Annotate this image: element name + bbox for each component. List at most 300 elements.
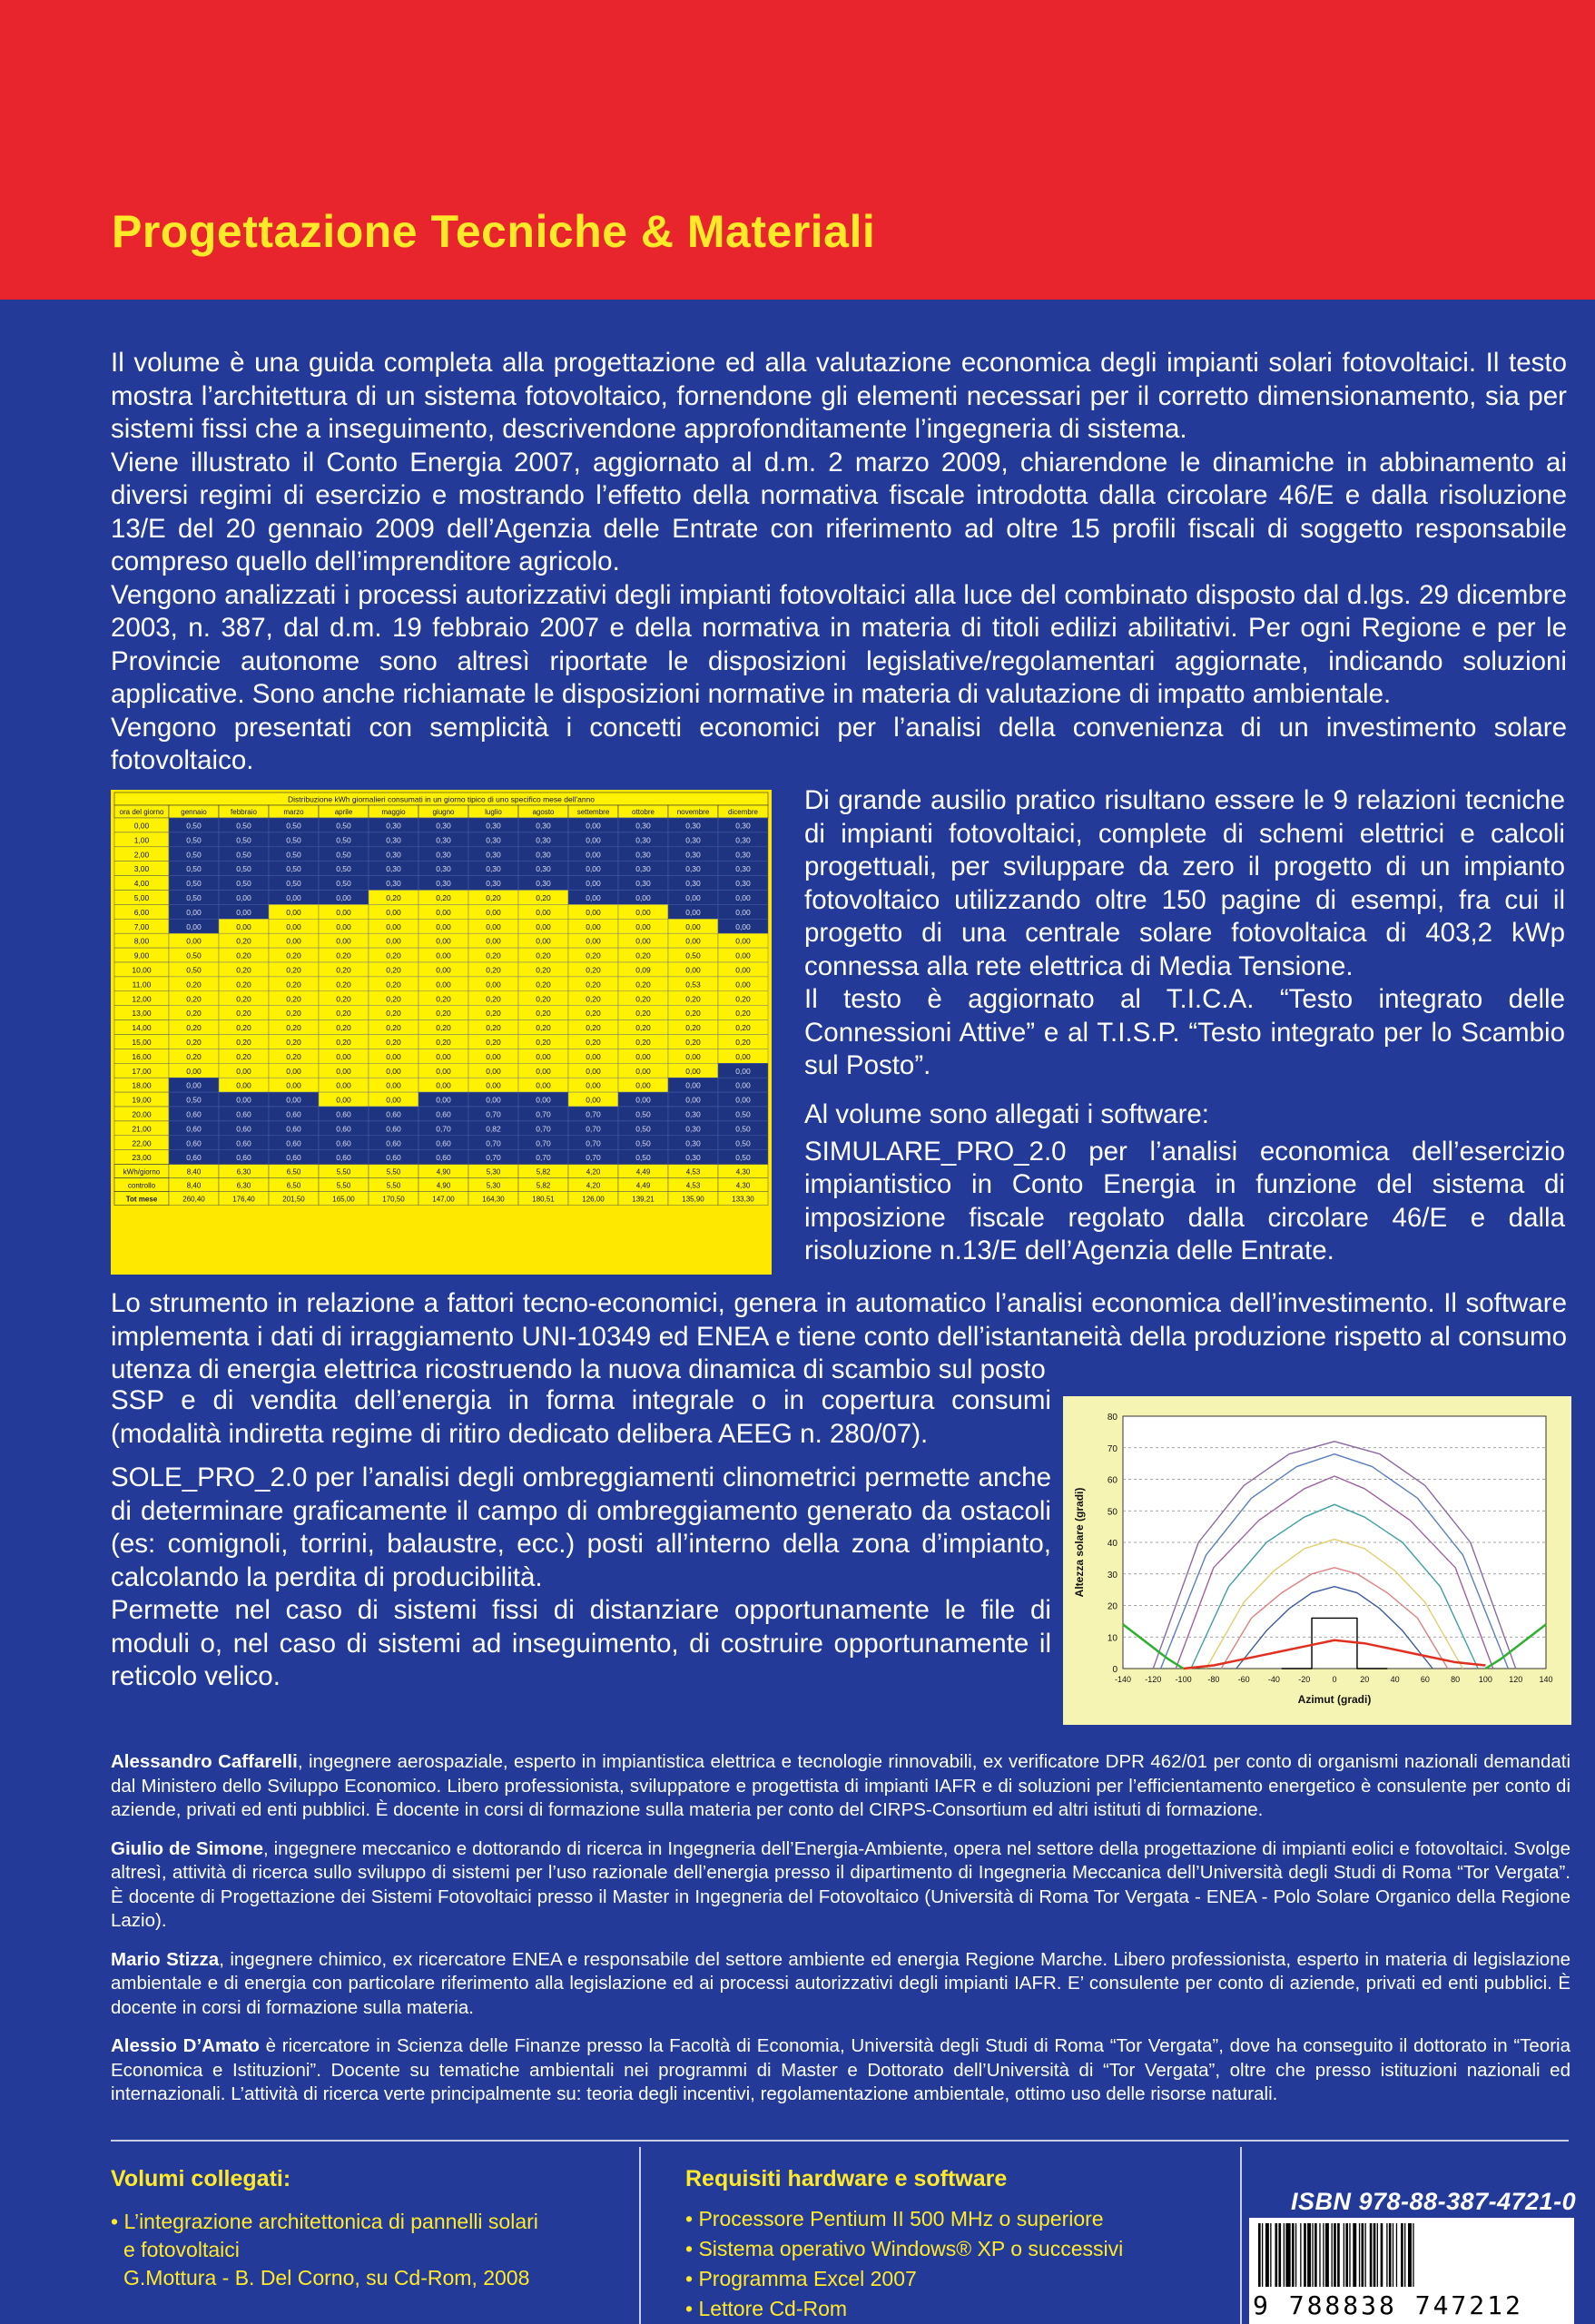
table-footer-value: 6,30: [236, 1181, 251, 1190]
table-cell-value: 0,20: [386, 1009, 401, 1019]
chart-y-tick-label: 80: [1107, 1413, 1117, 1423]
table-cell-value: 0,20: [735, 994, 751, 1004]
intro-paragraph: Viene illustrato il Conto Energia 2007, aggiornato al d.m. 2 marzo 2009, chiarendone le dinamiche in abbinamento ai diversi regimi di esercizio e mostrando l’effetto della normativa fiscale introdotta dalla circolare 46/E e dalla risoluzione 13/E del 20 gennaio 2009 dell’Agenzia delle Entrate con riferimento ad oltre 15 profili fiscali di soggetto responsabile compreso quello dell’imprenditore agricolo.: [111, 447, 1567, 576]
chart-y-tick-label: 10: [1107, 1633, 1117, 1644]
series-title: Progettazione Tecniche & Materiali: [112, 206, 876, 257]
table-cell-value: 0,20: [386, 893, 401, 902]
requirement-item: • Programma Excel 2007: [685, 2267, 917, 2290]
table-cell-value: 0,20: [685, 1038, 701, 1047]
table-footer-value: 5,30: [486, 1167, 501, 1177]
intro-paragraph: Il volume è una guida completa alla progettazione ed alla valutazione economica degli impianti solari fotovoltaici. Il testo mostra l’architettura di un sistema fotovoltaico, fornendone gli elementi necessari per il corretto dimensionamento, sia per sistemi fissi che a inseguimento, descrivendone approfonditamente l’ingegneria di sistema.: [111, 348, 1567, 444]
right-text-2: [804, 1098, 1565, 1268]
table-cell-value: 0,00: [735, 965, 751, 975]
table-cell-value: 0,70: [486, 1109, 501, 1119]
table-footer-value: 4,53: [685, 1167, 701, 1177]
table-footer-value: 4,30: [735, 1181, 751, 1190]
table-month-label: ottobre: [632, 808, 655, 816]
table-cell-value: 0,00: [735, 907, 751, 917]
table-hour-label: 2,00: [133, 850, 150, 860]
table-cell-value: 0,50: [635, 1109, 651, 1119]
table-cell-value: 0,00: [735, 1095, 751, 1105]
table-cell-value: 0,30: [685, 835, 701, 845]
table-cell-value: 0,50: [336, 821, 351, 831]
author-bio: [111, 1750, 1570, 1823]
barcode-bar: [1364, 2223, 1365, 2287]
table-cell-value: 0,00: [635, 1095, 651, 1105]
barcode-bar: [1408, 2223, 1412, 2287]
barcode-bar: [1359, 2223, 1360, 2287]
table-footer-value: 4,20: [586, 1181, 601, 1190]
isbn-label: ISBN 978-88-387-4721-0: [1291, 2188, 1577, 2215]
table-cell-value: 0,30: [436, 864, 451, 874]
table-cell-value: 0,30: [735, 850, 751, 860]
table-cell-value: 0,20: [286, 950, 301, 960]
table-cell-value: 0,00: [436, 950, 451, 960]
table-cell-value: 0,00: [236, 907, 251, 917]
table-title: Distribuzione kWh giornalieri consumati in un giorno tipico di uno specifico mese dell'anno: [287, 794, 596, 804]
bottom-divider: [111, 2140, 1569, 2142]
table-cell-value: 0,60: [286, 1124, 301, 1134]
table-cell-value: 0,00: [236, 1080, 251, 1090]
table-cell-value: 0,00: [486, 907, 501, 917]
column-divider: [639, 2147, 641, 2324]
table-footer-value: 6,30: [236, 1167, 251, 1177]
requirement-item: • Processore Pentium II 500 MHz o superiore: [685, 2207, 1104, 2230]
author-description: , ingegnere aerospaziale, esperto in impiantistica elettrica e tecnologie rinnovabili, ex verificatore DPR 462/01 per conto di organismi nazionali demandati dal Ministero dello Sviluppo Economico. Libero professionista, sviluppatore e progettista di impianti IAFR e di soluzioni per l’efficientamento energetico è consulente per conto di aziende, privati ed enti pubblici. È docente in corsi di formazione sulla materia per conto del CIRPS-Consortium ed altri istituti di formazione.: [111, 1751, 1570, 1820]
table-cell-value: 0,00: [586, 1095, 601, 1105]
table-cell-value: 0,00: [486, 1095, 501, 1105]
barcode-bar: [1300, 2223, 1301, 2287]
related-volume-line: • L’integrazione architettonica di pannelli solari: [111, 2210, 538, 2233]
table-cell-value: 0,00: [685, 1095, 701, 1105]
barcode-bar: [1362, 2223, 1364, 2287]
table-cell-value: 0,00: [486, 921, 501, 931]
table-cell-value: 0,50: [735, 1109, 751, 1119]
barcode-bar: [1349, 2223, 1350, 2287]
table-cell-value: 0,00: [685, 1051, 701, 1061]
chart-x-tick-label: 80: [1451, 1675, 1461, 1684]
table-hour-label: 17,00: [132, 1066, 152, 1076]
table-cell-value: 0,00: [286, 1080, 301, 1090]
table-cell-value: 0,30: [486, 879, 501, 889]
table-footer-value: 165,00: [332, 1195, 355, 1204]
table-footer-value: 147,00: [432, 1195, 455, 1204]
chart-x-tick-label: 60: [1420, 1675, 1430, 1684]
table-cell-value: 0,60: [336, 1109, 351, 1119]
table-cell-value: 0,00: [586, 850, 601, 860]
table-footer-value: 5,50: [336, 1167, 351, 1177]
table-cell-value: 0,60: [186, 1124, 202, 1134]
table-cell-value: 0,70: [536, 1138, 551, 1148]
barcode-bar: [1304, 2223, 1306, 2287]
table-cell-value: 0,20: [336, 1009, 351, 1019]
table-cell-value: 0,20: [236, 936, 251, 946]
table-hour-label: 14,00: [132, 1023, 152, 1033]
table-cell-value: 0,20: [236, 1023, 251, 1033]
author-name: Alessio D’Amato: [111, 2035, 260, 2056]
table-cell-value: 0,20: [186, 994, 202, 1004]
barcode-bar: [1386, 2223, 1387, 2287]
chart-x-tick-label: -20: [1298, 1675, 1311, 1684]
consumption-table: [111, 790, 772, 1275]
author-bio: [111, 1837, 1570, 1934]
table-cell-value: 0,20: [336, 965, 351, 975]
barcode-bar: [1345, 2223, 1348, 2287]
table-cell-value: 0,20: [685, 994, 701, 1004]
right-paragraph: Di grande ausilio pratico risultano essere le 9 relazioni tecniche di impianti fotovoltaici, complete di schemi elettrici e calcoli progettuali, per sviluppare da zero il progetto di un impianto fotovoltaico utilizzando oltre 150 pagine di esempi, fra cui il progetto di una centrale solare fotovoltaica di 403,2 kWp connessa alla rete elettrica di Media Tensione.: [804, 785, 1565, 981]
table-cell-value: 0,00: [436, 1051, 451, 1061]
table-cell-value: 0,30: [386, 879, 401, 889]
table-cell-value: 0,50: [186, 850, 202, 860]
table-month-label: giugno: [432, 808, 455, 816]
chart-y-tick-label: 70: [1107, 1443, 1117, 1454]
table-cell-value: 0,00: [586, 879, 601, 889]
author-description: , ingegnere chimico, ex ricercatore ENEA e responsabile del settore ambiente ed energia Regione Marche. Libero professionista, esperto in materia di legislazione ambientale e di energia con particolare riferimento alla legislazione ed ai processi autorizzativi degli impianti IAFR. E’ consulente per conto di aziende, privati ed enti pubblici. È docente in corsi di formazione sulla materia.: [111, 1948, 1570, 2018]
table-cell-value: 0,60: [386, 1138, 401, 1148]
table-cell-value: 0,20: [586, 994, 601, 1004]
table-hour-label: 7,00: [133, 921, 150, 931]
table-month-label: aprile: [334, 808, 353, 816]
table-cell-value: 0,50: [286, 879, 301, 889]
table-cell-value: 0,00: [336, 907, 351, 917]
table-cell-value: 0,30: [536, 821, 551, 831]
table-cell-value: 0,20: [236, 1051, 251, 1061]
table-cell-value: 0,20: [536, 965, 551, 975]
table-cell-value: 0,50: [186, 965, 202, 975]
table-cell-value: 0,30: [436, 850, 451, 860]
table-cell-value: 0,50: [336, 864, 351, 874]
author-description: , ingegnere meccanico e dottorando di ricerca in Ingegneria dell’Energia-Ambiente, opera nel settore della progettazione di impianti eolici e fotovoltaici. Svolge altresì, attività di ricerca sullo sviluppo di sistemi per l’uso razionale dell’energia presso il dipartimento di Ingegneria Meccanica dell’Università degli Studi di Roma “Tor Vergata”. È docente di Progettazione dei Sistemi Fotovoltaici presso il Master in Ingegneria del Fotovoltaico (Università di Roma Tor Vergata - ENEA - Polo Solare Organico della Regione Lazio).: [111, 1837, 1570, 1931]
table-footer-value: 6,50: [286, 1167, 301, 1177]
table-hour-label: 22,00: [132, 1138, 152, 1148]
table-cell-value: 0,30: [685, 1124, 701, 1134]
table-cell-value: 0,20: [386, 950, 401, 960]
table-footer-value: 180,51: [532, 1195, 555, 1204]
chart-x-axis-label: Azimut (gradi): [1297, 1693, 1372, 1706]
table-cell-value: 0,00: [386, 1051, 401, 1061]
table-cell-value: 0,00: [586, 921, 601, 931]
chart-x-tick-label: 100: [1478, 1675, 1492, 1684]
barcode-bar: [1381, 2223, 1383, 2287]
author-bio: [111, 1948, 1570, 2021]
table-cell-value: 0,00: [635, 921, 651, 931]
table-cell-value: 0,00: [336, 1051, 351, 1061]
chart-x-tick-label: 120: [1509, 1675, 1523, 1684]
table-footer-value: 164,30: [482, 1195, 505, 1204]
table-cell-value: 0,50: [236, 864, 251, 874]
table-hour-label: 5,00: [133, 893, 150, 902]
table-cell-value: 0,00: [386, 936, 401, 946]
table-cell-value: 0,00: [336, 1095, 351, 1105]
table-cell-value: 0,30: [735, 835, 751, 845]
table-cell-value: 0,00: [685, 893, 701, 902]
table-cell-value: 0,50: [286, 850, 301, 860]
table-cell-value: 0,00: [635, 893, 651, 902]
table-cell-value: 0,00: [586, 1080, 601, 1090]
table-cell-value: 0,20: [236, 965, 251, 975]
table-footer-value: 201,50: [282, 1195, 305, 1204]
table-cell-value: 0,60: [436, 1109, 451, 1119]
table-cell-value: 0,60: [386, 1124, 401, 1134]
table-footer-value: 4,90: [436, 1167, 451, 1177]
table-cell-value: 0,00: [536, 1095, 551, 1105]
table-cell-value: 0,50: [635, 1138, 651, 1148]
table-cell-value: 0,00: [186, 907, 202, 917]
table-cell-value: 0,50: [186, 835, 202, 845]
chart-x-tick-label: -120: [1145, 1675, 1162, 1684]
barcode-bar: [1353, 2223, 1356, 2287]
table-cell-value: 0,20: [436, 1038, 451, 1047]
table-cell-value: 0,00: [186, 936, 202, 946]
table-cell-value: 0,50: [336, 835, 351, 845]
table-cell-value: 0,00: [436, 921, 451, 931]
left-paragraph: SOLE_PRO_2.0 per l’analisi degli ombreggiamenti clinometrici permette anche di determinare graficamente il campo di ombreggiamento generato da ostacoli (es: comignoli, torrini, balaustre, ecc.) posti all’interno della zona d’impianto, calcolando la perdita di producibilità.: [111, 1462, 1051, 1592]
chart-x-tick-label: -60: [1237, 1675, 1250, 1684]
table-cell-value: 0,20: [586, 1038, 601, 1047]
table-cell-value: 0,60: [336, 1138, 351, 1148]
intro-paragraph: Vengono presentati con semplicità i concetti economici per l’analisi della convenienza di un investimento solare fotovoltaico.: [111, 712, 1567, 775]
table-cell-value: 0,20: [486, 950, 501, 960]
table-cell-value: 0,20: [586, 965, 601, 975]
barcode-bar: [1401, 2223, 1403, 2287]
table-cell-value: 0,00: [436, 965, 451, 975]
table-cell-value: 0,30: [685, 850, 701, 860]
table-cell-value: 0,70: [536, 1109, 551, 1119]
table-cell-value: 0,20: [685, 1023, 701, 1033]
author-description: è ricercatore in Scienza delle Finanze presso la Facoltà di Economia, Università degli Studi di Roma “Tor Vergata”, dove ha conseguito il dottorato in “Teoria Economica e Istituzioni”. Docente su tematiche ambientali nei programmi di Master e Dottorato dell’Università di “Tor Vergata”, oltre che presso istituzioni nazionali ed internazionali. L’attività di ricerca verte principalmente su: teoria degli incentivi, regolamentazione ambientale, ottimo uso delle risorse naturali.: [111, 2035, 1570, 2104]
table-cell-value: 0,50: [286, 821, 301, 831]
table-hour-label: 20,00: [132, 1109, 152, 1119]
table-cell-value: 0,60: [386, 1109, 401, 1119]
consumption-table-svg: [111, 790, 772, 1275]
table-cell-value: 0,00: [486, 1066, 501, 1076]
table-corner-label: ora del giorno: [119, 808, 164, 816]
left-paragraph: Permette nel caso di sistemi fissi di distanziare opportunamente le file di moduli o, nel caso di sistemi ad inseguimento, di costruire opportunamente il reticolo velico.: [111, 1595, 1051, 1691]
table-cell-value: 0,20: [236, 980, 251, 990]
table-cell-value: 0,20: [236, 1009, 251, 1019]
table-cell-value: 0,30: [536, 864, 551, 874]
table-cell-value: 0,30: [685, 879, 701, 889]
barcode-bar: [1278, 2223, 1281, 2287]
table-cell-value: 0,20: [336, 1038, 351, 1047]
full-text-2: [111, 1287, 1567, 1387]
table-cell-value: 0,30: [685, 821, 701, 831]
barcode-bar: [1370, 2223, 1373, 2287]
table-cell-value: 0,70: [536, 1153, 551, 1163]
barcode-bar: [1258, 2223, 1261, 2287]
table-cell-value: 0,00: [336, 1080, 351, 1090]
table-footer-value: 4,30: [735, 1167, 751, 1177]
table-cell-value: 0,60: [436, 1153, 451, 1163]
chart-y-tick-label: 20: [1107, 1601, 1117, 1612]
table-cell-value: 0,00: [436, 1066, 451, 1076]
table-cell-value: 0,00: [186, 1080, 202, 1090]
table-cell-value: 0,20: [635, 1038, 651, 1047]
table-month-label: febbraio: [231, 808, 257, 816]
chart-x-tick-label: -40: [1267, 1675, 1280, 1684]
table-cell-value: 0,00: [286, 893, 301, 902]
table-hour-label: 10,00: [132, 965, 152, 975]
table-cell-value: 0,00: [635, 1066, 651, 1076]
table-footer-value: 8,40: [186, 1167, 202, 1177]
table-cell-value: 0,00: [735, 1051, 751, 1061]
table-hour-label: 13,00: [132, 1009, 152, 1019]
table-cell-value: 0,30: [486, 835, 501, 845]
column-divider: [1240, 2147, 1242, 2324]
related-volume-line: G.Mottura - B. Del Corno, su Cd-Rom, 2008: [123, 2266, 530, 2290]
table-cell-value: 0,70: [436, 1124, 451, 1134]
table-cell-value: 0,70: [486, 1153, 501, 1163]
table-cell-value: 0,00: [286, 1095, 301, 1105]
barcode-bar: [1284, 2223, 1285, 2287]
table-cell-value: 0,00: [685, 1080, 701, 1090]
table-cell-value: 0,20: [236, 950, 251, 960]
table-cell-value: 0,20: [386, 994, 401, 1004]
table-cell-value: 0,00: [486, 936, 501, 946]
table-hour-label: 23,00: [132, 1153, 152, 1163]
table-footer-value: 4,90: [436, 1181, 451, 1190]
table-cell-value: 0,20: [486, 1023, 501, 1033]
full-paragraph: Lo strumento in relazione a fattori tecno-economici, genera in automatico l’analisi economica dell’investimento. Il software implementa i dati di irraggiamento UNI-10349 ed ENEA e tiene conto dell’istantaneità della produzione rispetto al consumo utenza di energia elettrica ricostruendo la nuova dinamica di scambio sul posto: [111, 1288, 1567, 1384]
table-month-label: novembre: [676, 808, 710, 816]
table-cell-value: 0,20: [735, 1038, 751, 1047]
table-cell-value: 0,20: [735, 1023, 751, 1033]
barcode-bar: [1314, 2223, 1317, 2287]
table-footer-value: 6,50: [286, 1181, 301, 1190]
table-cell-value: 0,60: [186, 1109, 202, 1119]
table-cell-value: 0,20: [536, 1023, 551, 1033]
table-cell-value: 0,60: [236, 1124, 251, 1134]
table-cell-value: 0,50: [286, 835, 301, 845]
table-footer-value: 139,21: [632, 1195, 655, 1204]
table-cell-value: 0,20: [286, 994, 301, 1004]
table-cell-value: 0,20: [735, 1009, 751, 1019]
chart-x-tick-label: -140: [1114, 1675, 1132, 1684]
table-cell-value: 0,00: [735, 936, 751, 946]
table-cell-value: 0,00: [336, 1066, 351, 1076]
table-cell-value: 0,00: [286, 936, 301, 946]
table-cell-value: 0,20: [436, 994, 451, 1004]
table-footer-value: 133,30: [732, 1195, 754, 1204]
chart-y-tick-label: 60: [1107, 1475, 1117, 1486]
barcode-bar: [1285, 2223, 1290, 2287]
table-hour-label: 16,00: [132, 1051, 152, 1061]
table-cell-value: 0,00: [286, 907, 301, 917]
table-hour-label: 0,00: [133, 821, 150, 831]
table-cell-value: 0,20: [386, 965, 401, 975]
table-month-label: gennaio: [181, 808, 207, 816]
table-cell-value: 0,60: [236, 1153, 251, 1163]
table-cell-value: 0,00: [635, 1051, 651, 1061]
chart-x-tick-label: 140: [1539, 1675, 1553, 1684]
related-volume-line: e fotovoltaici: [123, 2238, 240, 2261]
table-footer-value: 4,49: [635, 1167, 651, 1177]
table-cell-value: 0,00: [635, 907, 651, 917]
table-cell-value: 0,00: [386, 1066, 401, 1076]
requirement-item: • Lettore Cd-Rom: [685, 2297, 848, 2320]
chart-x-tick-label: -80: [1207, 1675, 1220, 1684]
table-month-label: luglio: [485, 808, 502, 816]
table-cell-value: 0,50: [236, 835, 251, 845]
table-cell-value: 0,30: [735, 821, 751, 831]
table-cell-value: 0,50: [236, 850, 251, 860]
related-volumes-title: Volumi collegati:: [111, 2166, 291, 2191]
left-paragraph: SSP e di vendita dell’energia in forma integrale o in copertura consumi (modalità indiretta regime di ritiro dedicato delibera AEEG n. 280/07).: [111, 1385, 1051, 1449]
barcode-bar: [1334, 2223, 1336, 2287]
intro-text: [111, 347, 1567, 778]
table-footer-value: 4,49: [635, 1181, 651, 1190]
table-cell-value: 0,30: [635, 850, 651, 860]
chart-x-tick-label: 20: [1360, 1675, 1370, 1684]
barcode-bar: [1377, 2223, 1378, 2287]
table-cell-value: 0,20: [536, 950, 551, 960]
table-cell-value: 0,00: [586, 907, 601, 917]
table-cell-value: 0,50: [336, 850, 351, 860]
table-footer-value: 4,53: [685, 1181, 701, 1190]
table-cell-value: 0,60: [236, 1138, 251, 1148]
table-cell-value: 0,50: [186, 893, 202, 902]
table-hour-label: 3,00: [133, 864, 150, 874]
table-cell-value: 0,50: [186, 864, 202, 874]
table-cell-value: 0,30: [635, 835, 651, 845]
table-month-label: marzo: [283, 808, 304, 816]
table-cell-value: 0,00: [685, 907, 701, 917]
table-cell-value: 0,50: [685, 950, 701, 960]
table-cell-value: 0,00: [735, 980, 751, 990]
table-cell-value: 0,20: [486, 1009, 501, 1019]
barcode-bar: [1373, 2223, 1376, 2287]
barcode-bar: [1275, 2223, 1277, 2287]
table-cell-value: 0,20: [635, 1009, 651, 1019]
barcode-bar: [1292, 2223, 1295, 2287]
table-cell-value: 0,30: [386, 835, 401, 845]
table-cell-value: 0,30: [635, 879, 651, 889]
barcode-bar: [1323, 2223, 1324, 2287]
table-cell-value: 0,00: [486, 980, 501, 990]
right-paragraph: Al volume sono allegati i software:: [804, 1099, 1210, 1129]
table-cell-value: 0,30: [635, 821, 651, 831]
table-footer-value: 8,40: [186, 1181, 202, 1190]
table-cell-value: 0,20: [286, 1051, 301, 1061]
table-cell-value: 0,60: [286, 1138, 301, 1148]
table-cell-value: 0,00: [586, 835, 601, 845]
table-cell-value: 0,20: [236, 1038, 251, 1047]
table-cell-value: 0,20: [286, 965, 301, 975]
table-cell-value: 0,00: [586, 1051, 601, 1061]
table-cell-value: 0,00: [586, 1066, 601, 1076]
table-cell-value: 0,20: [486, 965, 501, 975]
table-cell-value: 0,30: [685, 1109, 701, 1119]
table-cell-value: 0,00: [536, 936, 551, 946]
table-cell-value: 0,20: [436, 893, 451, 902]
table-hour-label: 4,00: [133, 879, 150, 889]
table-cell-value: 0,30: [635, 864, 651, 874]
table-cell-value: 0,20: [436, 1023, 451, 1033]
barcode-bar: [1270, 2223, 1271, 2287]
table-cell-value: 0,53: [685, 980, 701, 990]
table-cell-value: 0,50: [735, 1153, 751, 1163]
table-cell-value: 0,00: [236, 1066, 251, 1076]
table-cell-value: 0,00: [536, 921, 551, 931]
table-cell-value: 0,00: [735, 893, 751, 902]
table-cell-value: 0,20: [386, 980, 401, 990]
barcode-bars: [1249, 2218, 1574, 2292]
barcode-number: 9 788838 747212: [1253, 2290, 1523, 2320]
table-cell-value: 0,50: [236, 821, 251, 831]
table-cell-value: 0,00: [586, 893, 601, 902]
table-cell-value: 0,00: [536, 1080, 551, 1090]
table-month-label: settembre: [576, 808, 610, 816]
